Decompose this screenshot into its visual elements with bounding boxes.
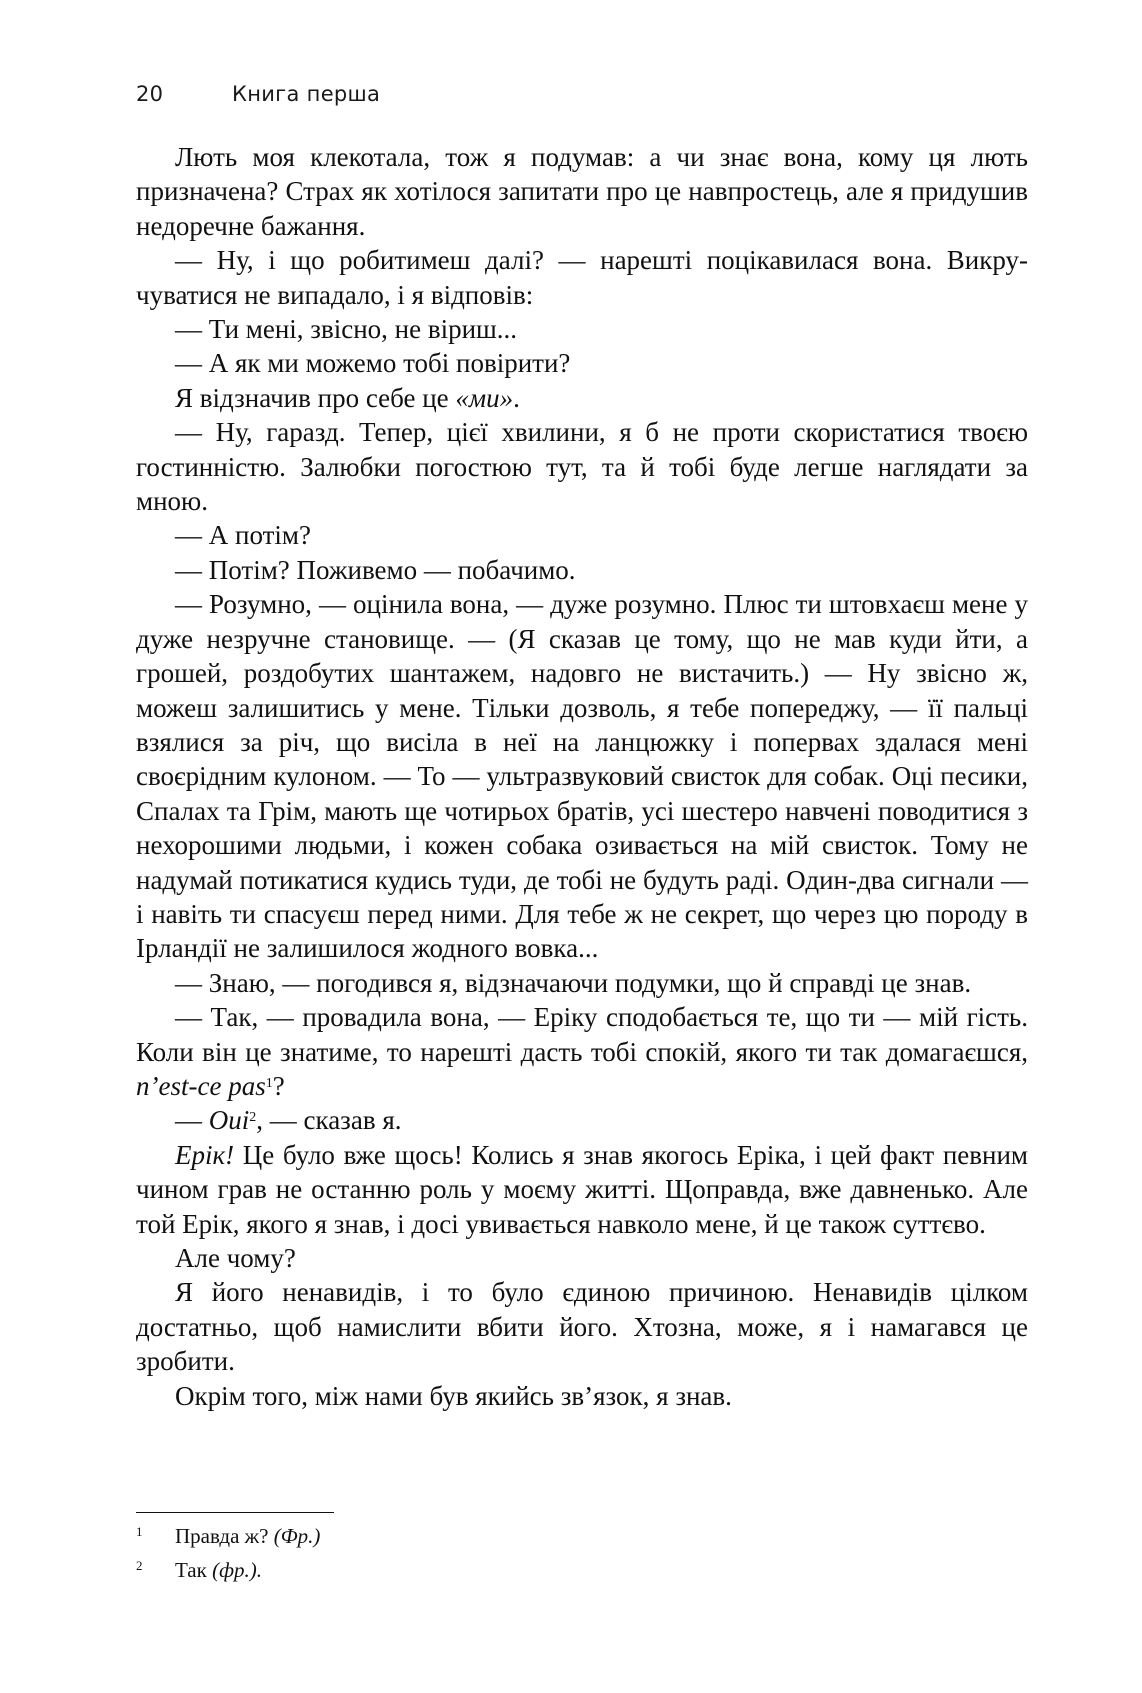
paragraph: Але чому? [175, 1243, 296, 1273]
footnote-lang: (Фр.) [273, 1524, 321, 1548]
footnote-divider [136, 1512, 334, 1513]
paragraph: Ерік! Це було вже щось! Колись я знав якогось Еріка, і цей факт певним чином грав не останню роль у моєму житті. Щоправда, вже давненько. Але той Ерік, якого я знав, і досі увивається навколо мене, й це також суттєво. [136, 1139, 1028, 1239]
page-number: 20 [136, 82, 164, 106]
paragraph: Лють моя клекотала, тож я подумав: а чи знає вона, кому ця лють призначена? Страх як хотілося запитати про це навпростець, але я придушив недоречне бажання. [136, 142, 1028, 241]
footnote-lang: (фр.). [212, 1558, 262, 1582]
paragraph: — Ти мені, звісно, не віриш... [175, 314, 518, 345]
paragraph: — А як ми можемо тобі повірити? [175, 348, 571, 379]
emphasis-erik: Ерік! [175, 1139, 235, 1170]
paragraph: Я відзначив про себе це «ми». [175, 382, 520, 413]
paragraph: — Oui$^2$, — сказав я. [175, 1105, 402, 1136]
emphasis-mi: «ми» [455, 382, 514, 413]
footnote-number: 2 [136, 1558, 143, 1573]
paragraph: Я його ненавидів, і то було єдиною причиною. Ненавидів цілком достатньо, щоб намислити вбити його. Хтозна, може, я і намагався це зробити. [136, 1277, 1028, 1377]
paragraph: — Знаю, — погодився я, відзначаючи подумки, що й справді це знав. [175, 967, 972, 998]
paragraph: — Так, — провадила вона, — Еріку сподобається те, що ти — мій гість. Коли він це знатиме, то нарешті дасть тобі спокій, якого ти так домагаєшся, n’est-ce pas$^1$? [136, 1002, 1028, 1101]
paragraph: — Потім? Поживемо — побачимо. [175, 554, 576, 585]
footnote-text: Так [175, 1558, 207, 1582]
footnotes [136, 1519, 1028, 1587]
book-part-title: Книга перша [232, 82, 381, 106]
footnote-1 [136, 1519, 1028, 1553]
footnote-ref-2[interactable]: 2 [249, 1110, 257, 1126]
book-page [136, 0, 1028, 1693]
paragraph: Окрім того, між нами був якийсь зв’язок, я знав. [175, 1380, 732, 1411]
body-text [136, 140, 1028, 1413]
paragraph: — Ну, і що робитимеш далі? — нарешті поцікавилася вона. Викручуватися не випадало, і я відповів: [136, 245, 1028, 310]
paragraph: — Розумно, — оцінила вона, — дуже розумно. Плюс ти штовхаєш мене у дуже незручне становище. — (Я сказав це тому, що не мав куди йти, а грошей, роздобутих шантажем, надовго не вистачить.) — Ну звісно ж, можеш залишитись у мене. Тільки дозволь, я тебе попереджу, — її пальці взялися за річ, що висіла в неї на ланцюжку і попервах здалася мені своєрідним кулоном. — То — ультразвуковий свисток для собак. Оці песики, Спалах та Грім, мають ще чотирьох братів, усі шестеро навчені поводитися з нехорошими людьми, і кожен собака озивається на мій свисток. Тому не надумай потикатися кудись туди, де тобі не будуть раді. Один-два сигнали — і навіть ти спасуєш перед ними. Для тебе ж не секрет, що через цю породу в Ірландії не залишилося жодного вовка... [136, 589, 1028, 964]
running-header [136, 82, 380, 106]
paragraph: — А потім? [175, 520, 311, 551]
emphasis-oui: Oui [208, 1105, 250, 1136]
emphasis-nestce-pas: n’est-ce pas [136, 1070, 266, 1101]
footnote-text: Правда ж? [175, 1524, 269, 1548]
footnote-2 [136, 1553, 1028, 1587]
mi-sentence-start: Я відзначив про себе це [175, 382, 456, 413]
footnote-number: 1 [136, 1524, 143, 1539]
footnote-ref-1[interactable]: 1 [265, 1075, 273, 1091]
paragraph: — Ну, гаразд. Тепер, цієї хвилини, я б не проти скористатися твоєю гостинністю. Залюбки погостюю тут, та й тобі буде легше наглядати за мною. [136, 417, 1028, 517]
